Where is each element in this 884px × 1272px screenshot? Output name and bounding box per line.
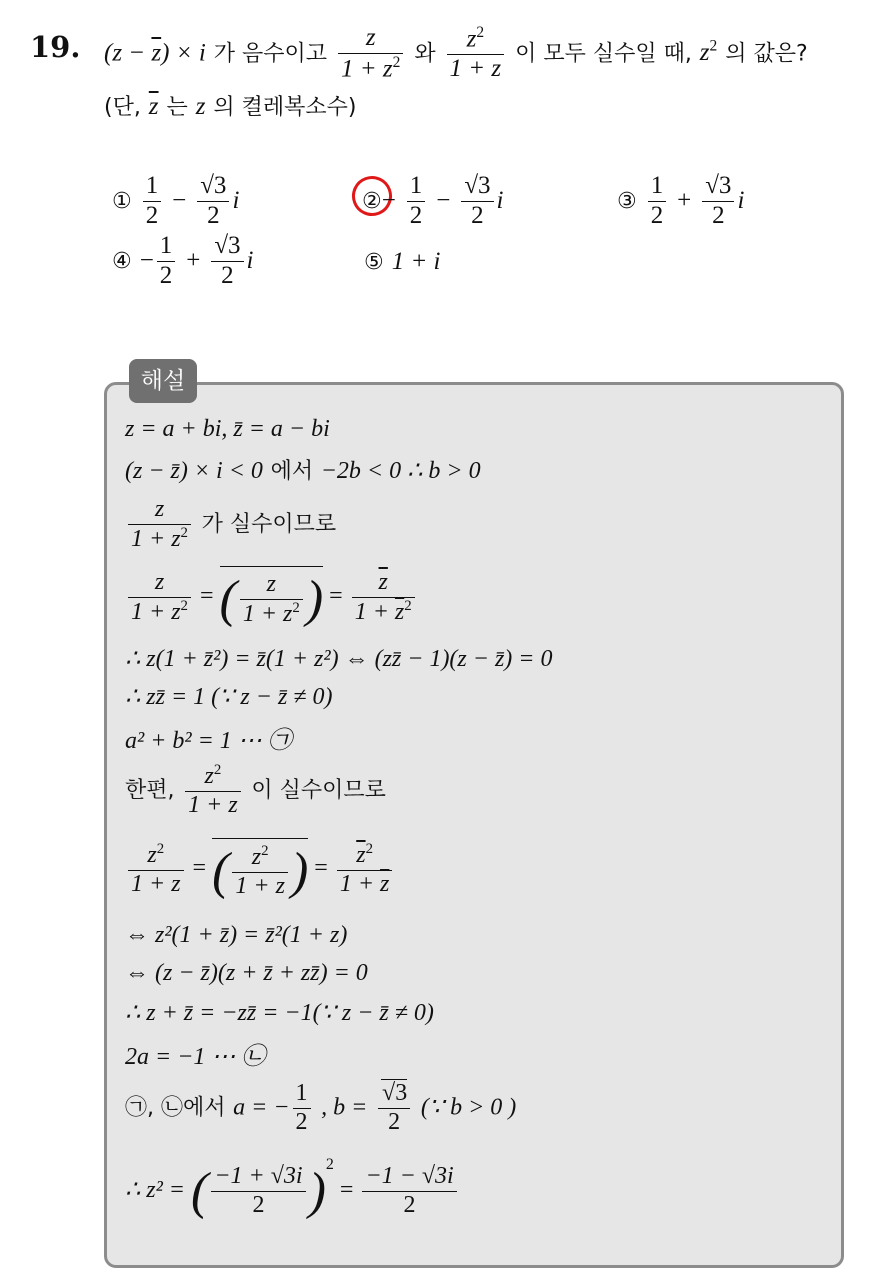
solution-line-11: ⇔ (z − z̄)(z + z̄ + zz̄) = 0 xyxy=(125,960,368,986)
choice-2[interactable]: ②− $\frac{1}{2}$ − $\frac{√3}{2}$ i xyxy=(362,172,504,229)
solution-line-9: $\frac{z^2}{1 + z}$ = ( $\frac{z^2}{1 + z}$ ) = $\frac{\overline{z}^2}{1 + \overline{z}}$ xyxy=(125,838,395,901)
solution-line-4: $\frac{z}{1 + z^2}$ = ( $\frac{z}{1 + z^2}$ ) = $\frac{\overline{z}}{1 + \overline{z}^2}$ xyxy=(125,566,418,629)
solution-line-13: 2a = −1 ⋯ ㉡ xyxy=(125,1044,266,1070)
question-number: 19. xyxy=(30,30,81,64)
solution-line-7: a² + b² = 1 ⋯ ㉠ xyxy=(125,728,292,754)
solution-line-6: ∴ zz̄ = 1 (∵ z − z̄ ≠ 0) xyxy=(125,684,333,710)
solution-line-2: (z − z̄) × i < 0 에서 −2b < 0 ∴ b > 0 xyxy=(125,458,481,484)
choice-3[interactable]: ③ $\frac{1}{2}$ + $\frac{√3}{2}$ i xyxy=(617,172,745,229)
solution-line-5: ∴ z(1 + z̄²) = z̄(1 + z²) ⇔ (zz̄ − 1)(z − z̄) = 0 xyxy=(125,646,553,672)
choice-4[interactable]: ④ − $\frac{1}{2}$ + $\frac{√3}{2}$ i xyxy=(112,232,254,289)
solution-line-12: ∴ z + z̄ = −zz̄ = −1(∵ z − z̄ ≠ 0) xyxy=(125,1000,434,1026)
question-note: (단, $\overline{z}$ 는 z 의 켤레복소수) xyxy=(104,93,357,120)
solution-line-10: ⇔ z²(1 + z̄) = z̄²(1 + z) xyxy=(125,922,348,948)
question-stem: $(z - \overline{z}) \times i$ 가 음수이고 $\frac{z}{1 + z^2}$ 와 $\frac{z^2}{1 + z}$ 이 모두 실수일 때, $z^2$ 의 값은? xyxy=(104,24,808,83)
solution-tag: 해설 xyxy=(129,359,197,403)
solution-line-15: ∴ z² = ( $\frac{-1 + √3i}{2}$ )$^2$ = $\frac{-1 - √3i}{2}$ xyxy=(125,1156,460,1221)
choice-5[interactable]: ⑤ 1 + i xyxy=(364,248,441,275)
solution-line-8: 한편, $\frac{z^2}{1 + z}$ 이 실수이므로 xyxy=(125,762,386,818)
choice-1[interactable]: ① $\frac{1}{2}$ − $\frac{√3}{2}$ i xyxy=(112,172,240,229)
solution-line-3: $\frac{z}{1 + z^2}$ 가 실수이므로 xyxy=(125,496,336,553)
solution-line-14: ㉠, ㉡에서 a = − $\frac{1}{2}$ , b = $\frac{√3}{2}$ (∵ b > 0 ) xyxy=(125,1080,517,1135)
solution-line-1: z = a + bi, z̄ = a − bi xyxy=(125,416,330,442)
